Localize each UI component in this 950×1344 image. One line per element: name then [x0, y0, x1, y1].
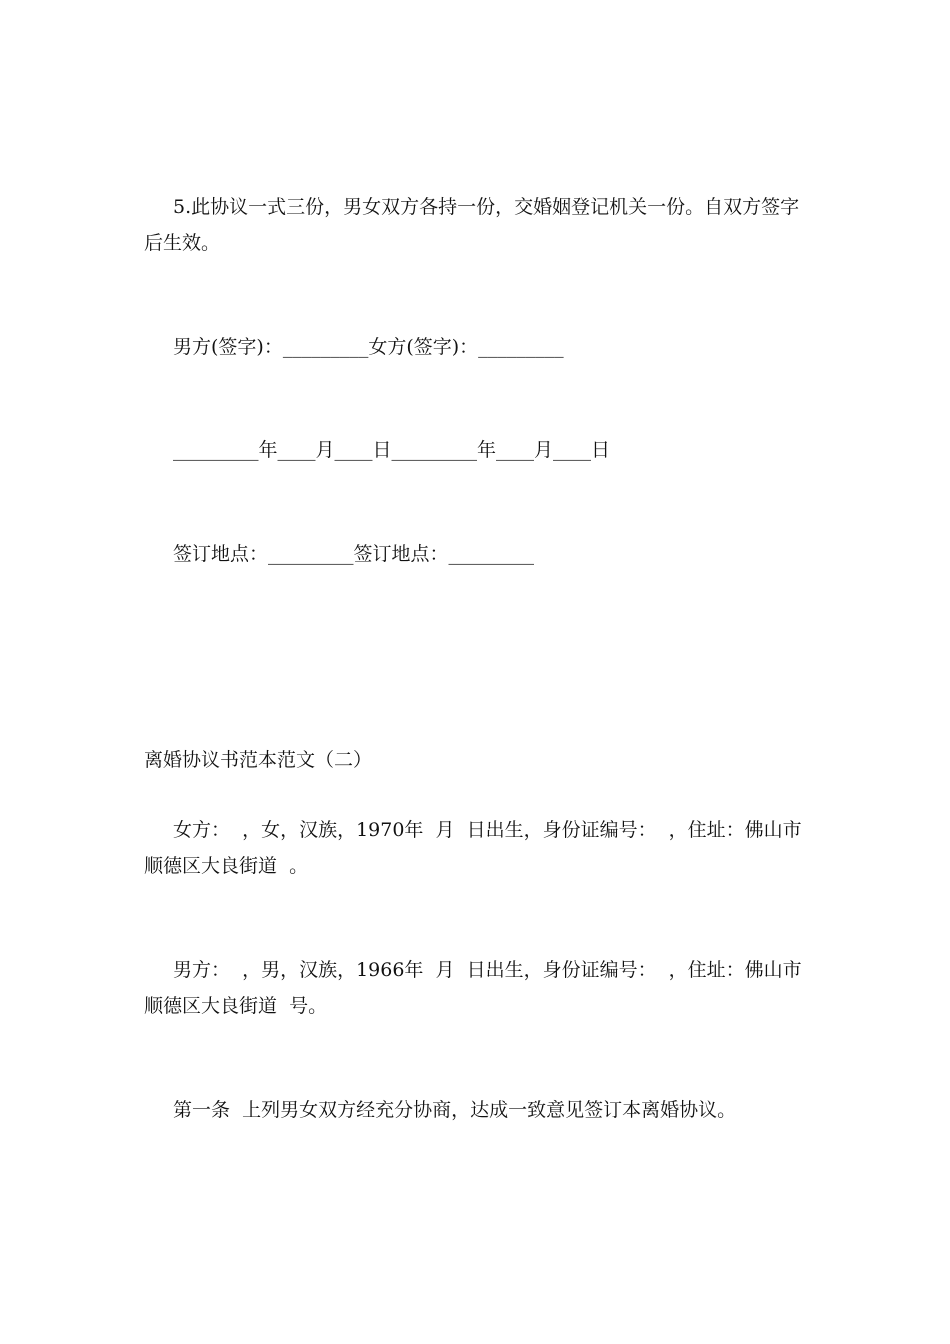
male-party-line-2: 顺德区大良街道 号。: [144, 995, 328, 1017]
section-title: 离婚协议书范本范文（二）: [144, 749, 373, 771]
signature-line: 男方(签字)：_________女方(签字)：_________: [173, 336, 564, 358]
article-1-text: 第一条 上列男女双方经充分协商，达成一致意见签订本离婚协议。: [173, 1099, 737, 1121]
male-party-line-1: 男方： ，男，汉族，1966年 月 日出生，身份证编号： ，住址：佛山市: [173, 959, 802, 981]
signing-place-line: 签订地点：_________签订地点：_________: [173, 543, 535, 565]
date-line: _________年____月____日_________年____月____日: [173, 439, 611, 461]
clause-5-text-line-1: 5.此协议一式三份，男女双方各持一份，交婚姻登记机关一份。自双方签字: [173, 196, 800, 218]
female-party-line-2: 顺德区大良街道 。: [144, 855, 309, 877]
female-party-line-1: 女方： ，女，汉族，1970年 月 日出生，身份证编号： ，住址：佛山市: [173, 819, 802, 841]
clause-5-text-line-2: 后生效。: [144, 232, 221, 254]
